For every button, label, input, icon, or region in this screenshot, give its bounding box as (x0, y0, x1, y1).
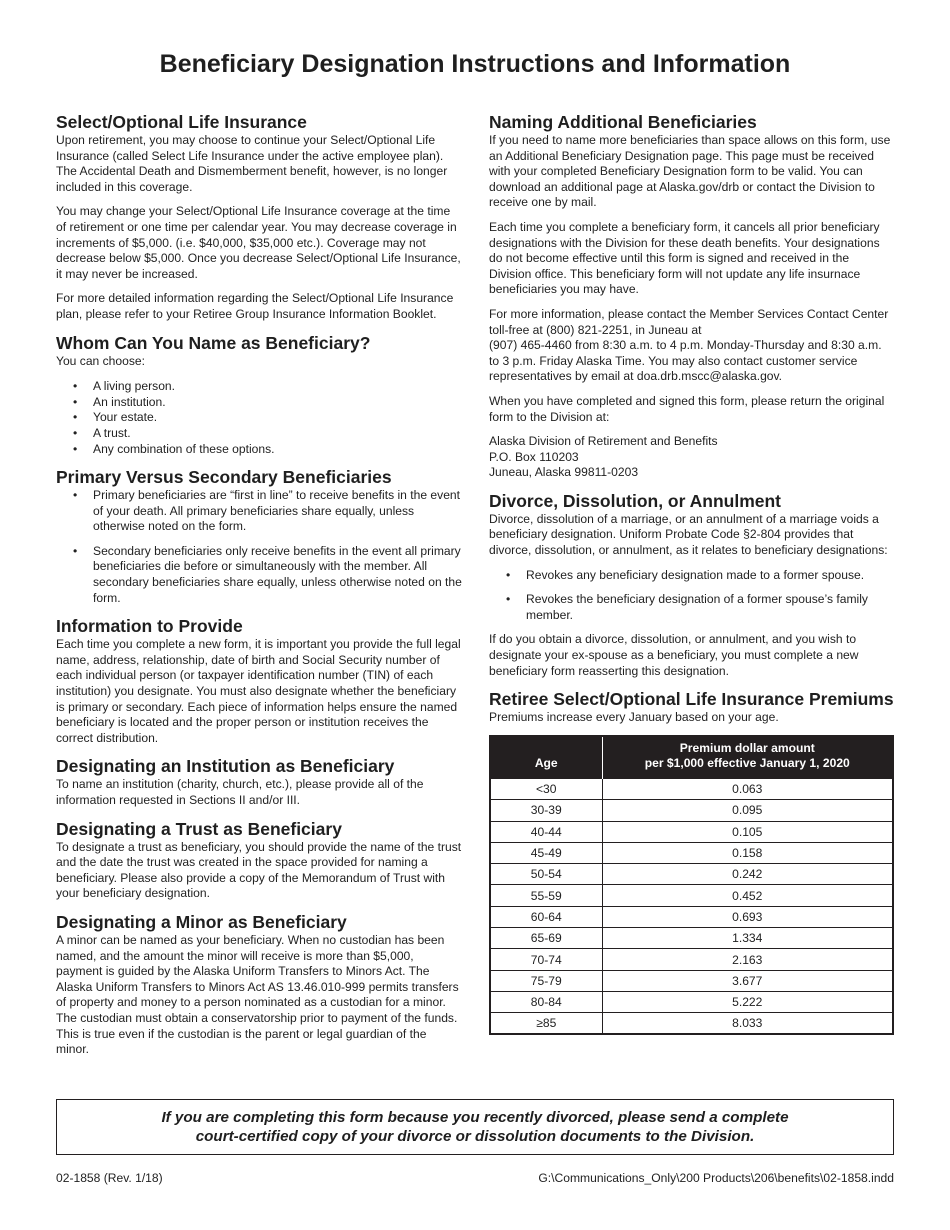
table-row (490, 779, 893, 800)
paragraph: For more detailed information regarding the Select/Optional Life Insurance plan, please refer to your Retiree Group Insurance Information Booklet. (56, 291, 454, 321)
contact-line: (907) 465-4460 from 8:30 a.m. to 4 p.m. Monday-Thursday and 8:30 a.m. to 3 p.m. Friday Alaska Time. You may also contact customer service representatives by email at doa.drb.mscc@alaska.gov. (489, 338, 882, 384)
paragraph: To designate a trust as beneficiary, you should provide the name of the trust and the date the trust was created in the space provided for naming a beneficiary. Please also provide a copy of the Memorandum of Trust with your beneficiary designation. (56, 839, 462, 901)
amount-cell: 0.105 (602, 821, 893, 842)
section-heading: Primary Versus Secondary Beneficiaries (56, 467, 392, 488)
form-number: 02-1858 (Rev. 1/18) (56, 1171, 163, 1185)
amount-cell: 0.452 (602, 885, 893, 906)
amount-cell: 1.334 (602, 928, 893, 949)
table-row (490, 1013, 893, 1034)
table-row (490, 949, 893, 970)
section-premiums (489, 689, 894, 1035)
section-heading: Retiree Select/Optional Life Insurance Premiums (489, 689, 894, 710)
section-primary-secondary (56, 467, 462, 606)
age-cell: 55-59 (490, 885, 602, 906)
table-row (490, 906, 893, 927)
age-cell: 75-79 (490, 970, 602, 991)
age-cell: 60-64 (490, 906, 602, 927)
notice-line: court-certified copy of your divorce or dissolution documents to the Division. (195, 1128, 755, 1145)
section-heading: Divorce, Dissolution, or Annulment (489, 490, 782, 511)
amount-cell: 3.677 (602, 970, 893, 991)
section-information-to-provide (56, 616, 462, 746)
bullet-list (56, 379, 462, 457)
paragraph: If you need to name more beneficiaries than space allows on this form, use an Additional Beneficiary Designation page. This page must be received with your completed Beneficiary Designation form to be valid. You can download an additional page at Alaska.gov/drb or contact the Division to receive one by mail. (489, 133, 891, 210)
section-heading: Whom Can You Name as Beneficiary? (56, 332, 371, 353)
age-cell: 40-44 (490, 821, 602, 842)
bullet-list (56, 488, 462, 606)
section-minor-beneficiary (56, 912, 462, 1058)
list-item: • Your estate. (56, 410, 462, 426)
section-divorce (489, 491, 894, 679)
section-heading: Designating an Institution as Beneficiary (56, 756, 395, 777)
section-heading: Designating a Trust as Beneficiary (56, 818, 342, 839)
table-row (490, 928, 893, 949)
table-row (490, 991, 893, 1012)
age-cell: 50-54 (490, 864, 602, 885)
amount-cell: 0.693 (602, 906, 893, 927)
table-row (490, 885, 893, 906)
address-line: Alaska Division of Retirement and Benefits (489, 434, 718, 449)
left-column (56, 112, 462, 1068)
list-item: • Primary beneficiaries are “first in line” to receive benefits in the event of your death. All primary beneficiaries share equally, unless otherwise noted on the form. (56, 488, 462, 535)
section-heading: Information to Provide (56, 616, 243, 637)
section-heading: Naming Additional Beneficiaries (489, 112, 757, 132)
bullet-list (489, 568, 894, 624)
age-cell: 45-49 (490, 842, 602, 863)
table-row (490, 800, 893, 821)
amount-cell: 0.242 (602, 864, 893, 885)
paragraph: To name an institution (charity, church, etc.), please provide all of the information requested in Sections II and/or III. (56, 777, 424, 807)
amount-cell: 5.222 (602, 991, 893, 1012)
right-column (489, 112, 894, 1045)
section-heading: Designating a Minor as Beneficiary (56, 911, 347, 932)
age-cell: <30 (490, 779, 602, 800)
age-cell: 30-39 (490, 800, 602, 821)
table-header-row (490, 736, 893, 779)
contact-line: For more information, please contact the Member Services Contact Center toll-free at (800) 821-2251, in Juneau at (489, 306, 889, 337)
paragraph: Premiums increase every January based on your age. (489, 710, 779, 725)
paragraph: When you have completed and signed this form, please return the original form to the Division at: (489, 393, 885, 424)
section-select-optional-life (56, 112, 462, 323)
list-item: • Any combination of these options. (56, 442, 462, 458)
notice-line: If you are completing this form because you recently divorced, please send a complete (161, 1109, 789, 1126)
paragraph: Divorce, dissolution of a marriage, or an annulment of a marriage voids a beneficiary designation. Uniform Probate Code §2-804 provides that divorce, dissolution, or annulment, as it relates to beneficiary designations: (489, 511, 888, 558)
list-item: • Secondary beneficiaries only receive benefits in the event all primary beneficiaries die before or simultaneously with the member. All secondary beneficiaries share equally, unless otherwise noted on the form. (56, 544, 462, 606)
list-item: • A living person. (56, 379, 462, 395)
age-cell: 65-69 (490, 928, 602, 949)
page-title: Beneficiary Designation Instructions and Information (159, 50, 791, 78)
section-trust-beneficiary (56, 819, 462, 902)
paragraph: You can choose: (56, 353, 145, 368)
amount-cell: 8.033 (602, 1013, 893, 1034)
section-whom-can-you-name (56, 333, 462, 458)
file-path: G:\Communications_Only\200 Products\206\benefits\02-1858.indd (538, 1171, 894, 1185)
age-cell: 70-74 (490, 949, 602, 970)
divorce-notice-box (56, 1099, 894, 1155)
table-row (490, 842, 893, 863)
table-row (490, 970, 893, 991)
address-line: P.O. Box 110203 (489, 449, 579, 464)
section-heading: Select/Optional Life Insurance (56, 112, 307, 132)
amount-cell: 0.158 (602, 842, 893, 863)
section-additional-beneficiaries (489, 112, 894, 481)
amount-cell: 0.063 (602, 779, 893, 800)
list-item: • Revokes the beneficiary designation of a former spouse’s family member. (489, 592, 894, 623)
paragraph: Each time you complete a beneficiary form, it cancels all prior beneficiary designations with the Division for these death benefits. Your designations do not become effective until this form is signed and received in the Division office. This beneficiary form will not update any life insurnace beneficiaries you may have. (489, 219, 880, 297)
paragraph: You may change your Select/Optional Life Insurance coverage at the time of retirement or one time per calendar year. You may decrease coverage in increments of $5,000. (i.e. $40,000, $35,000 etc.). Coverage may not decrease below $5,000. Once you decrease Select/Optional Life Insurance, it may never be increased. (56, 204, 461, 281)
column-header-age: Age (490, 736, 602, 779)
table-row (490, 821, 893, 842)
paragraph: Each time you complete a new form, it is important you provide the full legal name, address, relationship, date of birth and Social Security number of each individual person (or taxpayer identification number (TIN) of each institution) you designate. You must also designate whether the beneficiary is primary or secondary. Each piece of information helps ensure the named beneficiary is located and the proper person or institution receives the correct distribution. (56, 637, 461, 745)
column-header-amount (602, 736, 893, 779)
premiums-table (489, 735, 894, 1035)
age-cell: 80-84 (490, 991, 602, 1012)
list-item: • A trust. (56, 426, 462, 442)
list-item: • An institution. (56, 395, 462, 411)
address-line: Juneau, Alaska 99811-0203 (489, 465, 639, 480)
mailing-address (489, 434, 894, 481)
paragraph: If do you obtain a divorce, dissolution, or annulment, and you wish to designate your ex-spouse as a beneficiary, you must complete a new beneficiary form reasserting this designation. (489, 632, 859, 678)
list-item: • Revokes any beneficiary designation made to a former spouse. (489, 568, 894, 584)
header-line: Premium dollar amount (679, 740, 815, 755)
paragraph: A minor can be named as your beneficiary. When no custodian has been named, and the amount the minor will receive is more than $5,000, payment is guided by the Alaska Uniform Transfers to Minors Act. The Alaska Uniform Transfers to Minors Act AS 13.46.010-999 permits transfers of property and money to a person nominated as a custodian for a minor. The custodian must obtain a conservatorship prior to payment of the funds. This is true even if the custodian is the parent or legal guardian of the minor. (56, 932, 459, 1057)
age-cell: ≥85 (490, 1013, 602, 1034)
header-line: per $1,000 effective January 1, 2020 (644, 756, 850, 771)
section-institution-beneficiary (56, 756, 462, 808)
contact-paragraph (489, 307, 894, 385)
table-row (490, 864, 893, 885)
amount-cell: 0.095 (602, 800, 893, 821)
amount-cell: 2.163 (602, 949, 893, 970)
paragraph: Upon retirement, you may choose to continue your Select/Optional Life Insurance (called Select Life Insurance under the active employee plan). The Accidental Death and Dismemberment benefit, however, is no longer included in this coverage. (56, 133, 448, 194)
